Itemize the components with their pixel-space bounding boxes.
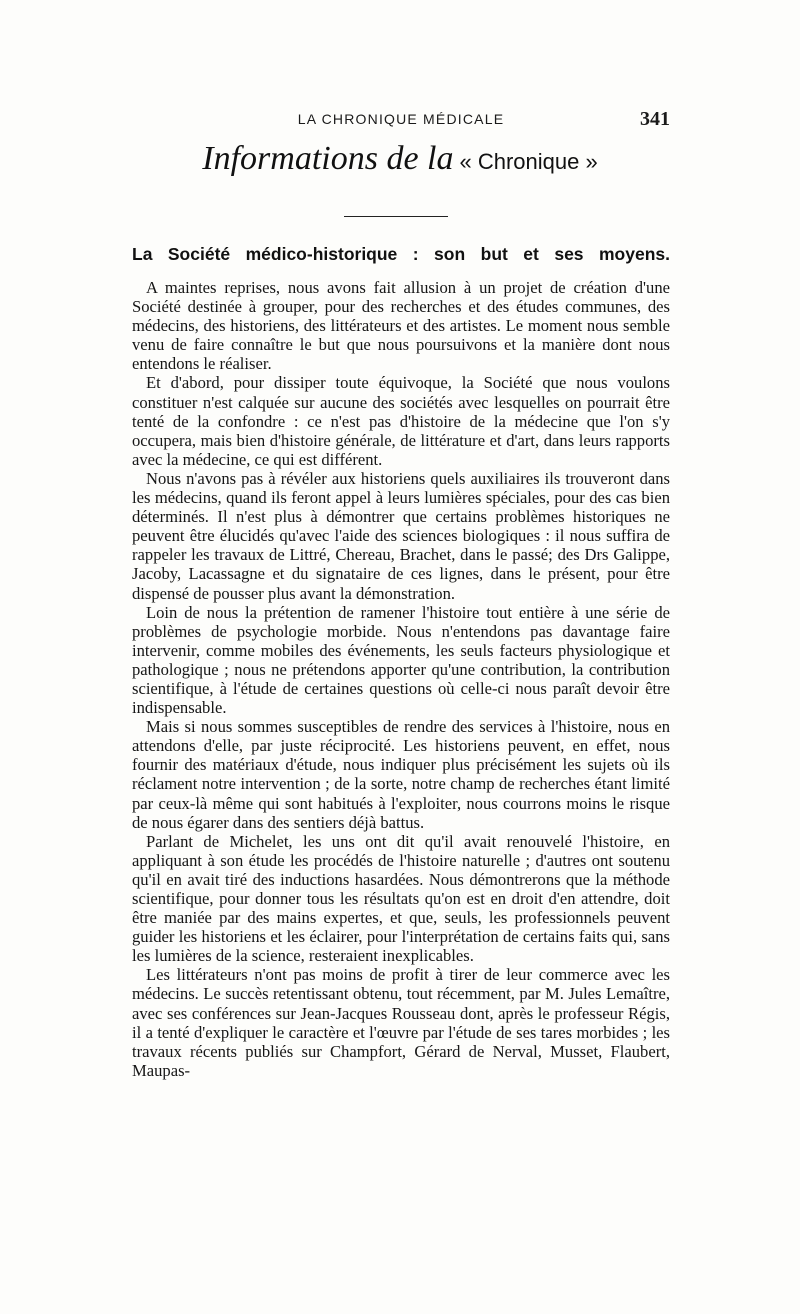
paragraph: Parlant de Michelet, les uns ont dit qu'il avait renouvelé l'histoire, en appliquant à son étude les procédés de l'histoire naturelle ; d'autres ont soutenu qu'il en avait tiré des inductions hasardées. Nous démontrerons que la méthode scientifique, pour donner tous les résultats qu'on est en droit d'en attendre, doit être maniée par des mains expertes, et que, seuls, les professionnels peuvent guider les historiens et les éclairer, pour l'interprétation de certains faits qui, sans les lumières de la science, resteraient inexplicables. [132, 831, 670, 966]
paragraph: A maintes reprises, nous avons fait allusion à un projet de création d'une Société destinée à grouper, pour des recherches et des études communes, des médecins, des historiens, des littérateurs et des artistes. Le moment nous semble venu de faire connaître le but que nous poursuivons et la manière dont nous entendons le réaliser. [132, 278, 670, 374]
paragraph: Et d'abord, pour dissiper toute équivoque, la Société que nous voulons constituer n'est calquée sur aucune des sociétés avec lesquelles on pourrait être tenté de la confondre : ce n'est pas d'histoire de la médecine que l'on s'y occupera, mais bien d'histoire générale, de littérature et d'art, dans leurs rapports avec la médecine, ce qui est différent. [132, 373, 670, 469]
section-heading [0, 140, 800, 178]
article-body [132, 278, 670, 1080]
running-head [132, 108, 670, 132]
paragraph: Loin de nous la prétention de ramener l'histoire tout entière à une série de problèmes de psychologie morbide. Nous n'entendons pas davantage faire intervenir, comme mobiles des événements, les seuls facteurs physiologique et pathologique ; nous ne prétendons apporter qu'une contribution, la contribution scientifique, à l'étude de certaines questions où celle-ci nous paraît devoir être indispensable. [132, 602, 670, 718]
journal-title: LA CHRONIQUE MÉDICALE [297, 111, 505, 127]
page-number: 341 [640, 108, 670, 130]
article-title: La Société médico-historique : son but et ses moyens. [132, 244, 670, 264]
paragraph: Les littérateurs n'ont pas moins de profit à tirer de leur commerce avec les médecins. Le succès retentissant obtenu, tout récemment, par M. Jules Lemaître, avec ses conférences sur Jean-Jacques Rousseau dont, après le professeur Régis, il a tenté d'expliquer le caractère et l'œuvre par l'étude de ses tares morbides ; les travaux récents publiés sur Champfort, Gérard de Nerval, Musset, Flaubert, Maupas- [132, 965, 670, 1080]
heading-rule [344, 216, 448, 217]
section-heading-italic: Informations de la [202, 140, 454, 177]
paragraph: Mais si nous sommes susceptibles de rendre des services à l'histoire, nous en attendons d'elle, par juste réciprocité. Les historiens peuvent, en effet, nous fournir des matériaux d'étude, nous indiquer plus précisément les sujets où ils réclament notre intervention ; de la sorte, notre champ de recherches étant limité par ceux-là même qui sont habitués à l'exploiter, nous courrons moins le risque de nous égarer dans des sentiers déjà battus. [132, 717, 670, 832]
section-heading-quoted: « Chronique » [459, 149, 598, 174]
paragraph: Nous n'avons pas à révéler aux historiens quels auxiliaires ils trouveront dans les médecins, quand ils feront appel à leurs lumières spéciales, pour des cas bien déterminés. Il n'est plus à démontrer que certains problèmes historiques ne peuvent être élucidés qu'avec l'aide des sciences biologiques : il nous suffira de rappeler les travaux de Littré, Chereau, Brachet, dans le passé; des Drs Galippe, Jacoby, Lacassagne et du signataire de ces lignes, dans le présent, pour être dispensé de pousser plus avant la démonstration. [132, 468, 670, 603]
